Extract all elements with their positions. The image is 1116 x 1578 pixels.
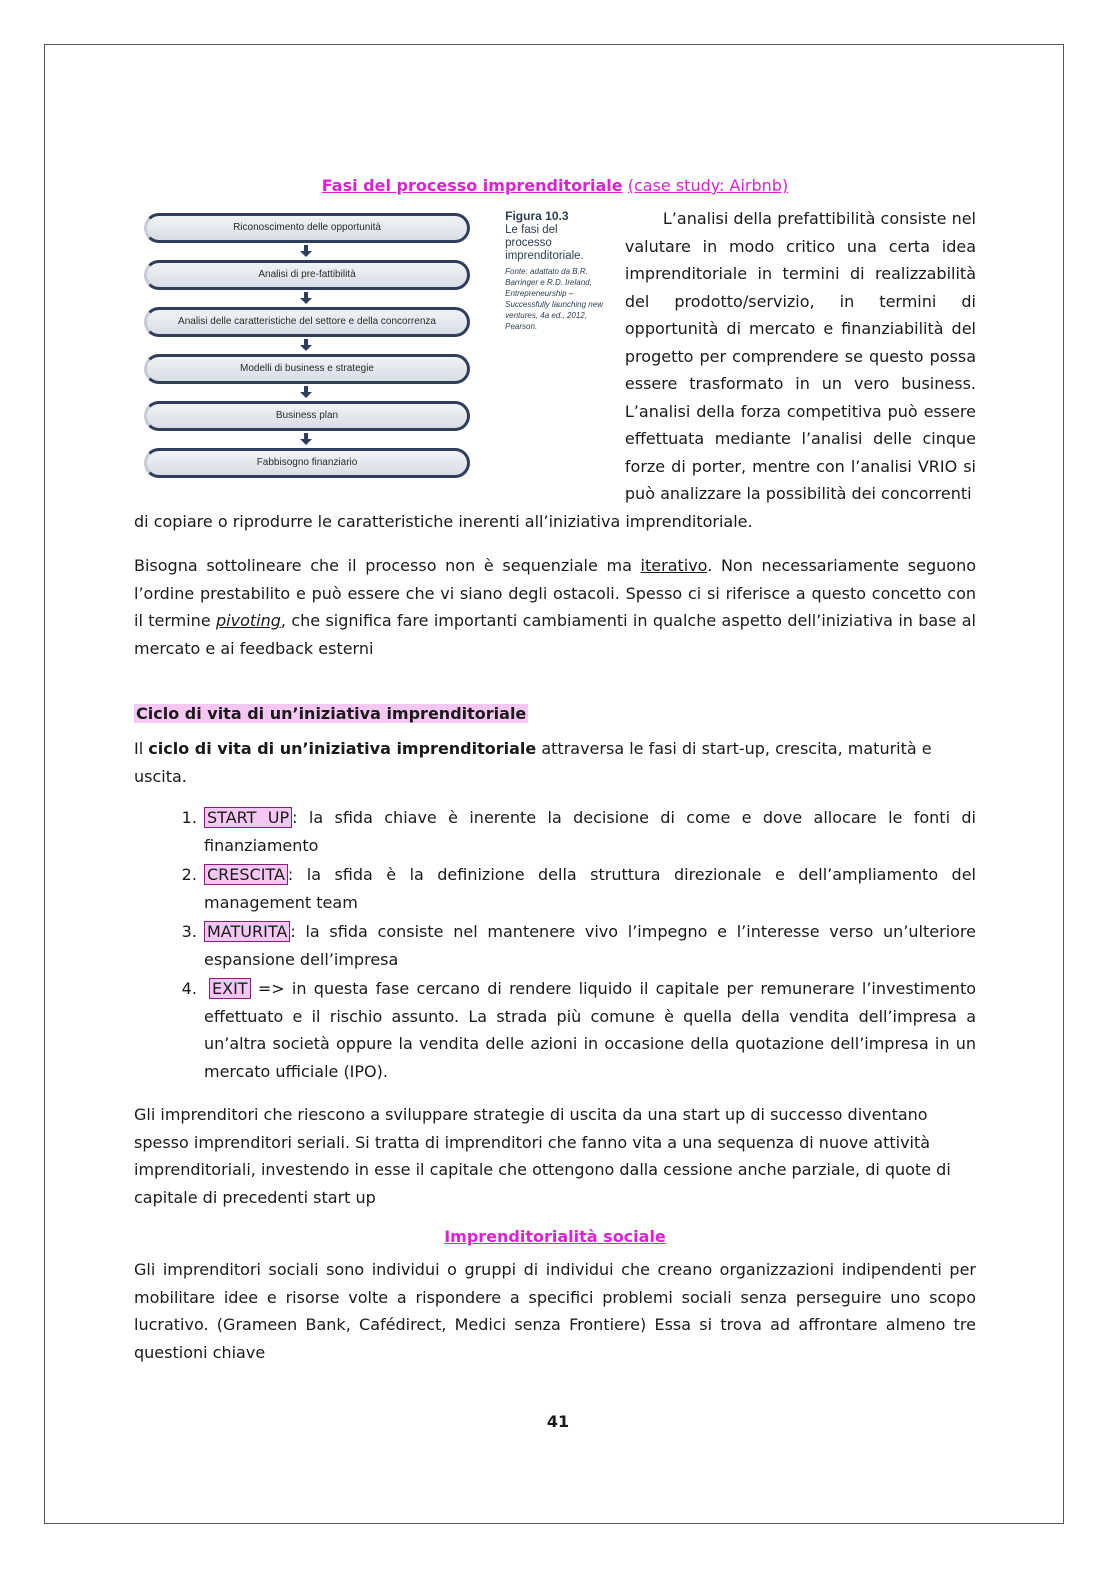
seriali-paragraph: Gli imprenditori che riescono a sviluppare strategie di uscita da una start up di successo diventano spesso imprenditori seriali. Si tratta di imprenditori che fanno vita a una sequenza di nuove attività imprenditoriali, investendo in esse il capitale che ottengono dalla cessione anche parziale, di quote di capitale di precedenti start up [134,1105,951,1207]
p2-text-3: , che significa fare importanti cambiamenti in qualche aspetto dell’iniziativa in base al mercato e ai feedback esterni [134,611,976,658]
stage-text: => in questa fase cercano di rendere liquido il capitale per remunerare l’investimento effettuato e il rischio assunto. La strada più comune è quella della vendita dell’impresa a un’altra società oppure la vendita delle azioni in occasione della quotazione dell’impresa in un mercato ufficiale (IPO). [204,979,976,1081]
iterativo-term: iterativo [640,556,708,575]
p2-text-1: Bisogna sottolineare che il processo non è sequenziale ma [134,556,641,575]
caption-subtitle: Le fasi del processo imprenditoriale. [505,224,584,262]
diagram-step: Analisi di pre-fattibilità [144,260,470,290]
section-title-fasi [134,176,976,195]
p2-text-2: . Non necessariamente seguono l’ordine prestabilito e può essere che vi siano degli ostacoli. Spesso ci si riferisce a questo concetto con il termine [134,556,976,630]
prefattibilita-continuation: di copiare o riprodurre le caratteristiche inerenti all’iniziativa imprenditoriale. [134,511,753,531]
ciclo-heading-wrap [134,704,976,723]
stage-tag: CRESCITA [204,864,288,885]
figure-caption [505,209,605,332]
list-item [202,975,976,1085]
figure-row [134,205,976,508]
intro-bold: ciclo di vita di un’iniziativa imprenditoriale [148,739,537,758]
case-study-label: (case study: Airbnb) [627,176,789,195]
prefattibilita-paragraph [625,205,976,508]
stage-tag: MATURITA [204,921,290,942]
fasi-title: Fasi del processo imprenditoriale [321,176,623,195]
list-item [202,861,976,918]
caption-source: Fonte: adattato da B.R. Barringer e R.D. Ireland, Entrepreneurship – Successfully launching new ventures, 4a ed., 2012, Pearson. [505,267,603,331]
stage-text: : la sfida consiste nel mantenere vivo l’impegno e l’interesse verso un’ulteriore espansione dell’impresa [204,922,976,969]
down-arrow-icon [304,386,308,394]
iterativo-paragraph [134,552,976,662]
page-number: 41 [546,1412,570,1431]
ciclo-intro [134,735,976,790]
list-item [202,918,976,975]
intro-rest: attraversa le fasi di start-up, crescita, maturità e uscita. [134,739,932,786]
down-arrow-icon [304,245,308,253]
ciclo-heading: Ciclo di vita di un’iniziativa imprenditoriale [136,704,527,723]
prefattibilita-text: L’analisi della prefattibilità consiste nel valutare in modo critico una certa idea imprenditoriale in termini di realizzabilità del prodotto/servizio, in termini di opportunità di mercato e finanziabilità del progetto per comprendere se questo possa essere trasformato in un vero business. L’analisi della forza competitiva può essere effettuata mediante l’analisi delle cinque forze di porter, mentre con l’analisi VRIO si può analizzare la possibilità dei concorrenti [624,209,976,503]
caption-title: Figura 10.3 [505,209,569,223]
stage-tag: EXIT [209,978,251,999]
diagram-step: Riconoscimento delle opportunità [144,213,470,243]
pivoting-term: pivoting [216,611,281,630]
down-arrow-icon [304,292,308,300]
sociale-paragraph: Gli imprenditori sociali sono individui o gruppi di individui che creano organizzazioni indipendenti per mobilitare idee e risorse volte a rispondere a specifici problemi sociali senza perseguire uno scopo lucrativo. (Grameen Bank, Cafédirect, Medici senza Frontiere) Essa si trova ad affrontare almeno tre questioni chiave [134,1260,976,1362]
process-diagram [144,213,483,503]
sociale-title: Imprenditorialità sociale [444,1227,666,1246]
down-arrow-icon [304,339,308,347]
page-content [134,176,976,1366]
diagram-step: Modelli di business e strategie [144,354,470,384]
down-arrow-icon [304,433,308,441]
section-title-sociale [134,1227,976,1246]
list-item [202,804,976,861]
diagram-step: Analisi delle caratteristiche del settore e della concorrenza [144,307,470,337]
stage-text: : la sfida chiave è inerente la decisione di come e dove allocare le fonti di finanziamento [204,808,977,855]
stage-text: : la sfida è la definizione della struttura direzionale e dell’ampliamento del management team [204,865,976,912]
stage-tag: START UP [204,807,292,828]
intro-prefix: Il [134,739,149,758]
diagram-step: Business plan [144,401,470,431]
lifecycle-list [134,804,976,1085]
diagram-step: Fabbisogno finanziario [144,448,470,478]
